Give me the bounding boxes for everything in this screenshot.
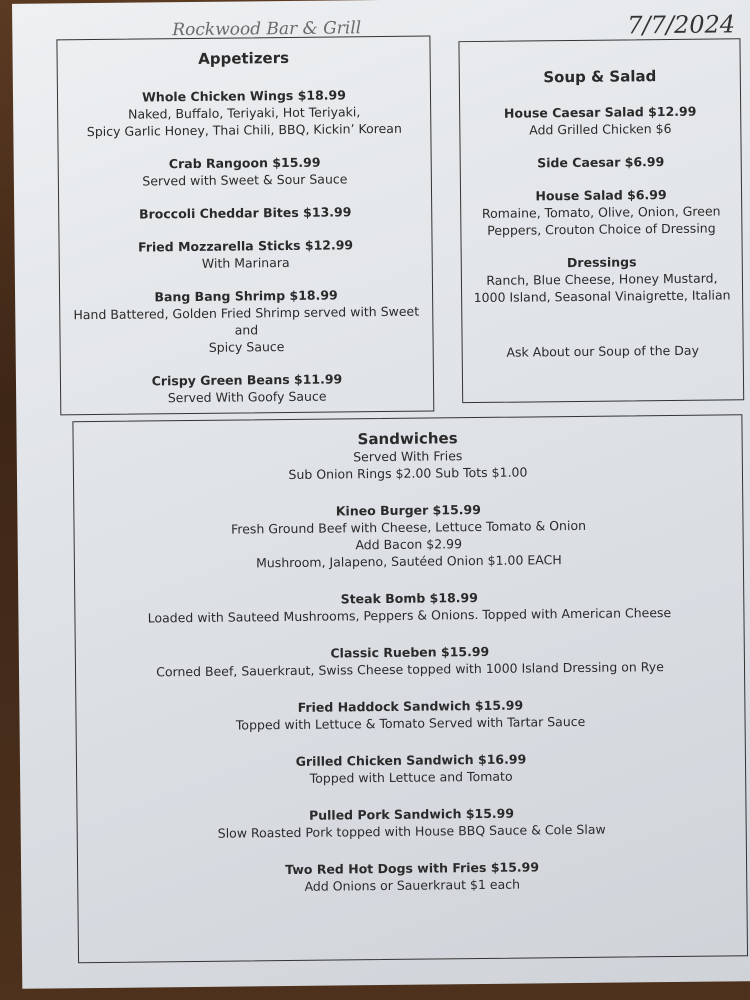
menu-item-name: Dressings bbox=[566, 254, 637, 271]
menu-item-name: House Caesar Salad $12.99 bbox=[503, 103, 697, 121]
appetizers-list bbox=[58, 85, 433, 407]
menu-item-description: Add Grilled Chicken $6 bbox=[529, 120, 672, 138]
menu-item-name: Whole Chicken Wings $18.99 bbox=[142, 87, 346, 105]
sandwiches-section bbox=[72, 414, 748, 963]
menu-item bbox=[78, 856, 746, 897]
sandwiches-subtitle-line: Served With Fries bbox=[353, 448, 463, 465]
menu-item-description: Naked, Buffalo, Teriyaki, Hot Teriyaki, bbox=[127, 104, 361, 122]
menu-item-name: Steak Bomb $18.99 bbox=[340, 590, 478, 607]
menu-item-description: Topped with Lettuce & Tomato Served with Tartar Sauce bbox=[235, 713, 586, 733]
menu-item bbox=[59, 202, 431, 223]
menu-item bbox=[75, 586, 743, 627]
handwritten-header bbox=[172, 10, 750, 41]
appetizers-section bbox=[56, 35, 434, 415]
menu-item-description: Spicy Sauce bbox=[208, 339, 285, 355]
menu-item-name: Crab Rangoon $15.99 bbox=[168, 154, 321, 172]
menu-item-description: Fresh Ground Beef with Cheese, Lettuce Tomato & Onion bbox=[230, 517, 587, 537]
menu-item-name: Kineo Burger $15.99 bbox=[335, 501, 481, 519]
menu-item-name: Pulled Pork Sandwich $15.99 bbox=[308, 805, 515, 823]
menu-item-description: Loaded with Sauteed Mushrooms, Peppers & Onions. Topped with American Cheese bbox=[147, 604, 672, 626]
menu-item-description: Romaine, Tomato, Olive, Onion, Green bbox=[481, 203, 721, 221]
menu-item-name: Side Caesar $6.99 bbox=[537, 154, 665, 171]
menu-item bbox=[461, 185, 742, 239]
menu-item-name: Fried Haddock Sandwich $15.99 bbox=[297, 697, 524, 715]
menu-item-name: Broccoli Cheddar Bites $13.99 bbox=[138, 204, 352, 222]
menu-item bbox=[58, 85, 431, 140]
menu-item-name: Fried Mozzarella Sticks $12.99 bbox=[137, 237, 354, 255]
menu-item-description: Mushroom, Jalapeno, Sautéed Onion $1.00 EACH bbox=[255, 552, 562, 571]
menu-item-description: Served With Goofy Sauce bbox=[167, 388, 327, 406]
menu-item-name: Crispy Green Beans $11.99 bbox=[151, 371, 343, 389]
appetizers-title: Appetizers bbox=[198, 48, 290, 68]
menu-item bbox=[462, 252, 743, 306]
menu-item bbox=[460, 102, 740, 139]
menu-item bbox=[76, 694, 744, 735]
menu-item-name: House Salad $6.99 bbox=[535, 187, 667, 204]
soup-salad-title: Soup & Salad bbox=[543, 67, 657, 87]
menu-item bbox=[77, 748, 745, 789]
sandwiches-title: Sandwiches bbox=[357, 429, 458, 449]
menu-item bbox=[59, 235, 431, 273]
menu-item-description: Corned Beef, Sauerkraut, Swiss Cheese topped with 1000 Island Dressing on Rye bbox=[156, 659, 664, 680]
menu-item bbox=[60, 285, 433, 357]
menu-item bbox=[61, 369, 433, 407]
menu-item-description: Spicy Garlic Honey, Thai Chili, BBQ, Kickin’ Korean bbox=[86, 120, 402, 140]
menu-item-name: Two Red Hot Dogs with Fries $15.99 bbox=[285, 859, 540, 878]
menu-item bbox=[461, 152, 741, 172]
menu-item-description: Add Onions or Sauerkraut $1 each bbox=[304, 876, 521, 894]
handwritten-date: 7/7/2024 bbox=[627, 10, 736, 40]
soup-salad-list bbox=[460, 102, 742, 306]
menu-item bbox=[59, 152, 431, 190]
menu-item-description: 1000 Island, Seasonal Vinaigrette, Italian bbox=[473, 287, 731, 306]
menu-item-description: Slow Roasted Pork topped with House BBQ Sauce & Cole Slaw bbox=[217, 821, 606, 841]
menu-item bbox=[74, 498, 743, 573]
menu-item bbox=[76, 640, 744, 681]
soup-of-day-note: Ask About our Soup of the Day bbox=[506, 342, 700, 360]
menu-item-description: Topped with Lettuce and Tomato bbox=[309, 768, 513, 786]
menu-item-description: With Marinara bbox=[201, 254, 290, 271]
handwritten-restaurant-name: Rockwood Bar & Grill bbox=[172, 18, 362, 41]
menu-item-name: Grilled Chicken Sandwich $16.99 bbox=[295, 751, 527, 769]
sandwiches-subtitle bbox=[74, 444, 742, 485]
menu-item-name: Classic Rueben $15.99 bbox=[330, 643, 490, 661]
menu-item bbox=[77, 802, 745, 843]
sandwiches-list bbox=[74, 498, 746, 897]
menu-item-description: Add Bacon $2.99 bbox=[355, 536, 463, 553]
menu-sheet bbox=[12, 0, 750, 989]
menu-item-description: Peppers, Crouton Choice of Dressing bbox=[487, 220, 716, 238]
menu-item-description: Ranch, Blue Cheese, Honey Mustard, bbox=[486, 270, 718, 288]
menu-item-description: Hand Battered, Golden Fried Shrimp served with Sweet and bbox=[73, 303, 420, 338]
menu-item-description: Served with Sweet & Sour Sauce bbox=[142, 171, 348, 189]
soup-salad-section bbox=[458, 38, 744, 403]
menu-item-name: Bang Bang Shrimp $18.99 bbox=[154, 287, 338, 305]
sandwiches-subtitle-line: Sub Onion Rings $2.00 Sub Tots $1.00 bbox=[288, 464, 528, 482]
